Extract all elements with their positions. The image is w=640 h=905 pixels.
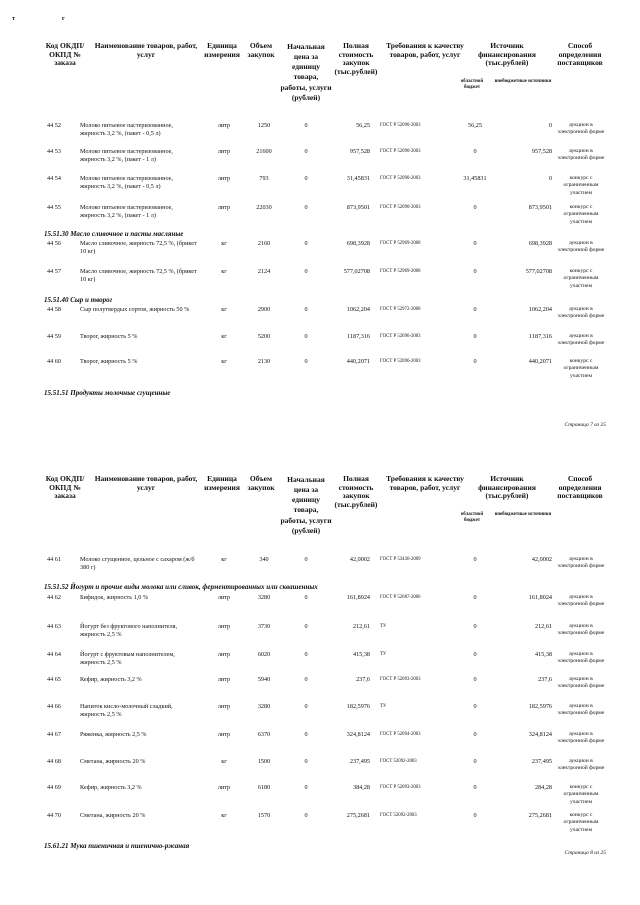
total-cell: 698,3928 bbox=[346, 240, 370, 247]
unit-cell: кг bbox=[221, 240, 227, 247]
volume-cell: 793 bbox=[259, 175, 269, 182]
header-total: Полная стоимость закупок (тыс.рублей) bbox=[334, 41, 378, 76]
standard-cell: ГОСТ Р 52972-2008 bbox=[380, 307, 421, 312]
header-fin-regional: областной бюджет bbox=[460, 79, 484, 90]
unit-cell: кг bbox=[221, 358, 227, 365]
volume-cell: 22030 bbox=[256, 204, 272, 211]
procurement-method: аукцион в электронной форме bbox=[557, 240, 605, 254]
header-method: Способ определения поставщиков bbox=[557, 474, 603, 501]
total-cell: 577,02708 bbox=[343, 268, 370, 275]
standard-cell: ГОСТ 52092-2003 bbox=[380, 759, 417, 764]
unit-cell: литр bbox=[217, 204, 231, 211]
standard-cell: ГОСТ Р 52094-2003 bbox=[380, 732, 421, 737]
order-number: 44 52 bbox=[47, 122, 61, 129]
order-number: 44 70 bbox=[47, 812, 61, 819]
regional-budget-cell: 0 bbox=[473, 268, 477, 275]
regional-budget-cell: 0 bbox=[473, 784, 477, 791]
item-name: Молоко питьевое пастеризованное, жирность 3,2 %, (пакет - 0,5 л) bbox=[80, 175, 173, 190]
total-cell: 1187,316 bbox=[347, 333, 370, 340]
price-cell: 0 bbox=[304, 703, 308, 710]
price-cell: 0 bbox=[304, 333, 308, 340]
extra-budget-cell: 0 bbox=[548, 175, 552, 182]
standard-cell: ТУ bbox=[380, 704, 387, 709]
standard-cell: ГОСТ Р 52090-2003 bbox=[380, 123, 421, 128]
procurement-method: аукцион в электронной форме bbox=[557, 148, 605, 162]
order-number: 44 65 bbox=[47, 676, 61, 683]
extra-budget-cell: 1187,316 bbox=[529, 333, 552, 340]
item-name: Масло сливочное, жирность 72,5 %, (брикет 10 кг) bbox=[80, 240, 197, 255]
price-cell: 0 bbox=[304, 651, 308, 658]
regional-budget-cell: 0 bbox=[473, 676, 477, 683]
header-requirements: Требования к качеству товаров, работ, услуг bbox=[386, 474, 464, 492]
total-cell: 440,2071 bbox=[346, 358, 370, 365]
procurement-method: конкурс с ограниченным участием bbox=[563, 358, 599, 379]
extra-budget-cell: 1062,204 bbox=[528, 306, 552, 313]
volume-cell: 2130 bbox=[257, 358, 271, 365]
order-number: 44 54 bbox=[47, 175, 61, 182]
procurement-method: аукцион в электронной форме bbox=[557, 556, 605, 570]
regional-budget-cell: 0 bbox=[473, 703, 477, 710]
header-volume: Объем закупок bbox=[247, 41, 275, 59]
regional-budget-cell: 0 bbox=[473, 148, 477, 155]
price-cell: 0 bbox=[304, 175, 308, 182]
regional-budget-cell: 0 bbox=[473, 358, 477, 365]
price-cell: 0 bbox=[304, 204, 308, 211]
section-heading: 15.51.40 Сыр и творог bbox=[44, 296, 113, 304]
total-cell: 324,8124 bbox=[346, 731, 370, 738]
item-name: Творог, жирность 5 % bbox=[80, 333, 138, 340]
extra-budget-cell: 275,2681 bbox=[528, 812, 552, 819]
regional-budget-cell: 0 bbox=[473, 651, 477, 658]
extra-budget-cell: 237,495 bbox=[531, 758, 552, 765]
standard-cell: ГОСТ Р 53436-2009 bbox=[380, 557, 421, 562]
scan-mark: т bbox=[12, 16, 15, 22]
volume-cell: 5940 bbox=[257, 676, 271, 683]
unit-cell: литр bbox=[217, 148, 231, 155]
procurement-method: аукцион в электронной форме bbox=[557, 703, 605, 717]
standard-cell: ГОСТ Р 52090-2003 bbox=[380, 205, 421, 210]
price-cell: 0 bbox=[304, 148, 308, 155]
procurement-method: аукцион в электронной форме bbox=[557, 306, 605, 320]
volume-cell: 21600 bbox=[256, 148, 272, 155]
item-name: Масло сливочное, жирность 72,5 %, (брикет 10 кг) bbox=[80, 268, 197, 283]
header-unit: Единица измерения bbox=[204, 474, 240, 492]
standard-cell: ГОСТ Р 52687-2006 bbox=[380, 595, 421, 600]
total-cell: 182,5976 bbox=[346, 703, 370, 710]
item-name: Сыр полутвердых сортов, жирность 50 % bbox=[80, 306, 190, 313]
extra-budget-cell: 957,528 bbox=[531, 148, 552, 155]
header-financing: Источник финансирования (тыс.рублей) bbox=[478, 41, 536, 68]
extra-budget-cell: 440,2071 bbox=[528, 358, 552, 365]
order-number: 44 67 bbox=[47, 731, 61, 738]
section-heading: 15.51.30 Масло сливочное и пасты масляные bbox=[44, 230, 184, 238]
price-cell: 0 bbox=[304, 594, 308, 601]
unit-cell: литр bbox=[217, 731, 231, 738]
regional-budget-cell: 0 bbox=[473, 623, 477, 630]
volume-cell: 3280 bbox=[257, 594, 271, 601]
item-name: Творог, жирность 5 % bbox=[80, 358, 138, 365]
price-cell: 0 bbox=[304, 556, 308, 563]
order-number: 44 58 bbox=[47, 306, 61, 313]
volume-cell: 2124 bbox=[257, 268, 271, 275]
extra-budget-cell: 324,8124 bbox=[528, 731, 552, 738]
procurement-method: аукцион в электронной форме bbox=[557, 623, 605, 637]
unit-cell: литр bbox=[217, 122, 231, 129]
order-number: 44 64 bbox=[47, 651, 61, 658]
item-name: Молоко сгущенное, цельное с сахаром (ж/б 380 г) bbox=[80, 556, 195, 571]
order-number: 44 53 bbox=[47, 148, 61, 155]
procurement-method: аукцион в электронной форме bbox=[557, 122, 605, 136]
section-heading: 15.51.52 Йогурт и прочие виды молока или сливок, ферментированных или сквашенных bbox=[44, 583, 318, 591]
item-name: Сметана, жирность 20 % bbox=[80, 812, 146, 819]
order-number: 44 68 bbox=[47, 758, 61, 765]
item-name: Йогурт с фруктовым наполнителем, жирность 2,5 % bbox=[80, 651, 175, 666]
regional-budget-cell: 0 bbox=[473, 306, 477, 313]
price-cell: 0 bbox=[304, 240, 308, 247]
standard-cell: ТУ bbox=[380, 624, 387, 629]
order-number: 44 63 bbox=[47, 623, 61, 630]
item-name: Кефир, жирность 3,2 % bbox=[80, 784, 142, 791]
regional-budget-cell: 31,45831 bbox=[463, 175, 487, 182]
total-cell: 237,495 bbox=[349, 758, 370, 765]
price-cell: 0 bbox=[304, 758, 308, 765]
volume-cell: 1500 bbox=[257, 758, 271, 765]
item-name: Напиток кисло-молочный сладкий, жирность 2,5 % bbox=[80, 703, 173, 718]
procurement-method: конкурс с ограниченным участием bbox=[563, 784, 599, 805]
price-cell: 0 bbox=[304, 122, 308, 129]
extra-budget-cell: 698,3928 bbox=[528, 240, 552, 247]
volume-cell: 1570 bbox=[257, 812, 271, 819]
header-method: Способ определения поставщиков bbox=[557, 41, 603, 68]
volume-cell: 3280 bbox=[257, 703, 271, 710]
procurement-method: аукцион в электронной форме bbox=[557, 731, 605, 745]
total-cell: 873,9501 bbox=[346, 204, 370, 211]
procurement-method: аукцион в электронной форме bbox=[557, 676, 605, 690]
order-number: 44 57 bbox=[47, 268, 61, 275]
unit-cell: литр bbox=[217, 175, 231, 182]
price-cell: 0 bbox=[304, 623, 308, 630]
unit-cell: кг bbox=[221, 333, 227, 340]
regional-budget-cell: 0 bbox=[473, 594, 477, 601]
order-number: 44 55 bbox=[47, 204, 61, 211]
volume-cell: 6180 bbox=[257, 784, 271, 791]
extra-budget-cell: 237,6 bbox=[538, 676, 552, 683]
regional-budget-cell: 0 bbox=[473, 758, 477, 765]
regional-budget-cell: 0 bbox=[473, 812, 477, 819]
price-cell: 0 bbox=[304, 358, 308, 365]
volume-cell: 2900 bbox=[257, 306, 271, 313]
order-number: 44 69 bbox=[47, 784, 61, 791]
volume-cell: 2160 bbox=[257, 240, 271, 247]
standard-cell: ГОСТ Р 52096-2003 bbox=[380, 359, 421, 364]
header-start-price: Начальная цена за единицу товара, работы, услуги (рублей) bbox=[280, 475, 332, 535]
procurement-method: аукцион в электронной форме bbox=[557, 594, 605, 608]
item-name: Бифидок, жирность 1,0 % bbox=[80, 594, 149, 601]
regional-budget-cell: 56,25 bbox=[468, 122, 482, 129]
extra-budget-cell: 212,61 bbox=[534, 623, 552, 630]
procurement-method: аукцион в электронной форме bbox=[557, 333, 605, 347]
standard-cell: ГОСТ 52092-2003 bbox=[380, 813, 417, 818]
item-name: Ряженка, жирность 2,5 % bbox=[80, 731, 147, 738]
order-number: 44 62 bbox=[47, 594, 61, 601]
item-name: Кефир, жирность 3,2 % bbox=[80, 676, 142, 683]
page-footer: Страница 7 из 25 bbox=[564, 422, 606, 428]
price-cell: 0 bbox=[304, 812, 308, 819]
header-name: Наименование товаров, работ, услуг bbox=[94, 41, 198, 59]
extra-budget-cell: 42,0002 bbox=[531, 556, 552, 563]
unit-cell: кг bbox=[221, 268, 227, 275]
item-name: Молоко питьевое пастеризованное, жирность 3,2 %, (пакет - 0,5 л) bbox=[80, 122, 173, 137]
standard-cell: ГОСТ Р 52969-2008 bbox=[380, 269, 421, 274]
standard-cell: ГОСТ Р 52093-2003 bbox=[380, 677, 421, 682]
volume-cell: 1250 bbox=[257, 122, 271, 129]
procurement-method: конкурс с ограниченным участием bbox=[563, 812, 599, 833]
price-cell: 0 bbox=[304, 731, 308, 738]
procurement-method: конкурс с ограниченным участием bbox=[563, 175, 599, 196]
volume-cell: 340 bbox=[259, 556, 269, 563]
page-footer: Страница 8 из 25 bbox=[564, 850, 606, 856]
header-code: Код ОКДП/ ОКПД № заказа bbox=[45, 41, 85, 68]
total-cell: 31,45831 bbox=[346, 175, 370, 182]
scan-mark: г bbox=[62, 16, 65, 22]
extra-budget-cell: 415,38 bbox=[534, 651, 552, 658]
item-name: Молоко питьевое пастеризованное, жирность 3,2 %, (пакет - 1 л) bbox=[80, 204, 173, 219]
unit-cell: литр bbox=[217, 676, 231, 683]
unit-cell: кг bbox=[221, 812, 227, 819]
header-start-price: Начальная цена за единицу товара, работы, услуги (рублей) bbox=[280, 42, 332, 102]
header-financing: Источник финансирования (тыс.рублей) bbox=[478, 474, 536, 501]
procurement-method: конкурс с ограниченным участием bbox=[563, 268, 599, 289]
unit-cell: кг bbox=[221, 306, 227, 313]
unit-cell: литр bbox=[217, 784, 231, 791]
unit-cell: литр bbox=[217, 703, 231, 710]
volume-cell: 5200 bbox=[257, 333, 271, 340]
unit-cell: кг bbox=[221, 556, 227, 563]
section-heading: 15.61.21 Мука пшеничная и пшенично-ржаная bbox=[44, 842, 190, 850]
total-cell: 957,528 bbox=[349, 148, 370, 155]
standard-cell: ТУ bbox=[380, 652, 387, 657]
extra-budget-cell: 577,02708 bbox=[525, 268, 552, 275]
item-name: Йогурт без фруктового наполнителя, жирность 2,5 % bbox=[80, 623, 178, 638]
volume-cell: 6020 bbox=[257, 651, 271, 658]
section-heading: 15.51.51 Продукты молочные сгущенные bbox=[44, 389, 171, 397]
unit-cell: кг bbox=[221, 758, 227, 765]
extra-budget-cell: 284,28 bbox=[534, 784, 552, 791]
total-cell: 42,0002 bbox=[349, 556, 370, 563]
total-cell: 161,8024 bbox=[346, 594, 370, 601]
standard-cell: ГОСТ Р 52090-2003 bbox=[380, 176, 421, 181]
order-number: 44 59 bbox=[47, 333, 61, 340]
procurement-method: конкурс с ограниченным участием bbox=[563, 204, 599, 225]
header-volume: Объем закупок bbox=[247, 474, 275, 492]
extra-budget-cell: 182,5976 bbox=[528, 703, 552, 710]
extra-budget-cell: 0 bbox=[548, 122, 552, 129]
header-total: Полная стоимость закупок (тыс.рублей) bbox=[334, 474, 378, 509]
price-cell: 0 bbox=[304, 268, 308, 275]
header-fin-extra: внебюджетные источники bbox=[494, 79, 552, 84]
price-cell: 0 bbox=[304, 676, 308, 683]
price-cell: 0 bbox=[304, 306, 308, 313]
standard-cell: ГОСТ Р 52090-2003 bbox=[380, 149, 421, 154]
regional-budget-cell: 0 bbox=[473, 240, 477, 247]
header-requirements: Требования к качеству товаров, работ, услуг bbox=[386, 41, 464, 59]
total-cell: 275,2681 bbox=[346, 812, 370, 819]
regional-budget-cell: 0 bbox=[473, 333, 477, 340]
unit-cell: литр bbox=[217, 651, 231, 658]
header-unit: Единица измерения bbox=[204, 41, 240, 59]
total-cell: 415,38 bbox=[352, 651, 370, 658]
order-number: 44 61 bbox=[47, 556, 61, 563]
volume-cell: 3730 bbox=[257, 623, 271, 630]
procurement-method: аукцион в электронной форме bbox=[557, 651, 605, 665]
total-cell: 1062,204 bbox=[346, 306, 370, 313]
order-number: 44 60 bbox=[47, 358, 61, 365]
header-fin-regional: областной бюджет bbox=[460, 512, 484, 523]
standard-cell: ГОСТ Р 52969-2008 bbox=[380, 241, 421, 246]
item-name: Молоко питьевое пастеризованное, жирность 3,2 %, (пакет - 1 л) bbox=[80, 148, 173, 163]
regional-budget-cell: 0 bbox=[473, 731, 477, 738]
header-code: Код ОКДП/ ОКПД № заказа bbox=[45, 474, 85, 501]
total-cell: 212,61 bbox=[352, 623, 370, 630]
unit-cell: литр bbox=[217, 623, 231, 630]
extra-budget-cell: 873,9501 bbox=[528, 204, 552, 211]
volume-cell: 6370 bbox=[257, 731, 271, 738]
price-cell: 0 bbox=[304, 784, 308, 791]
procurement-method: аукцион в электронной форме bbox=[557, 758, 605, 772]
unit-cell: литр bbox=[217, 594, 231, 601]
order-number: 44 56 bbox=[47, 240, 61, 247]
total-cell: 56,25 bbox=[356, 122, 370, 129]
regional-budget-cell: 0 bbox=[473, 204, 477, 211]
total-cell: 237,6 bbox=[356, 676, 370, 683]
header-fin-extra: внебюджетные источники bbox=[494, 512, 552, 517]
standard-cell: ГОСТ Р 52093-2003 bbox=[380, 785, 421, 790]
total-cell: 384,28 bbox=[352, 784, 370, 791]
regional-budget-cell: 0 bbox=[473, 556, 477, 563]
extra-budget-cell: 161,8024 bbox=[528, 594, 552, 601]
item-name: Сметана, жирность 20 % bbox=[80, 758, 146, 765]
standard-cell: ГОСТ Р 52096-2003 bbox=[380, 334, 421, 339]
order-number: 44 66 bbox=[47, 703, 61, 710]
header-name: Наименование товаров, работ, услуг bbox=[94, 474, 198, 492]
